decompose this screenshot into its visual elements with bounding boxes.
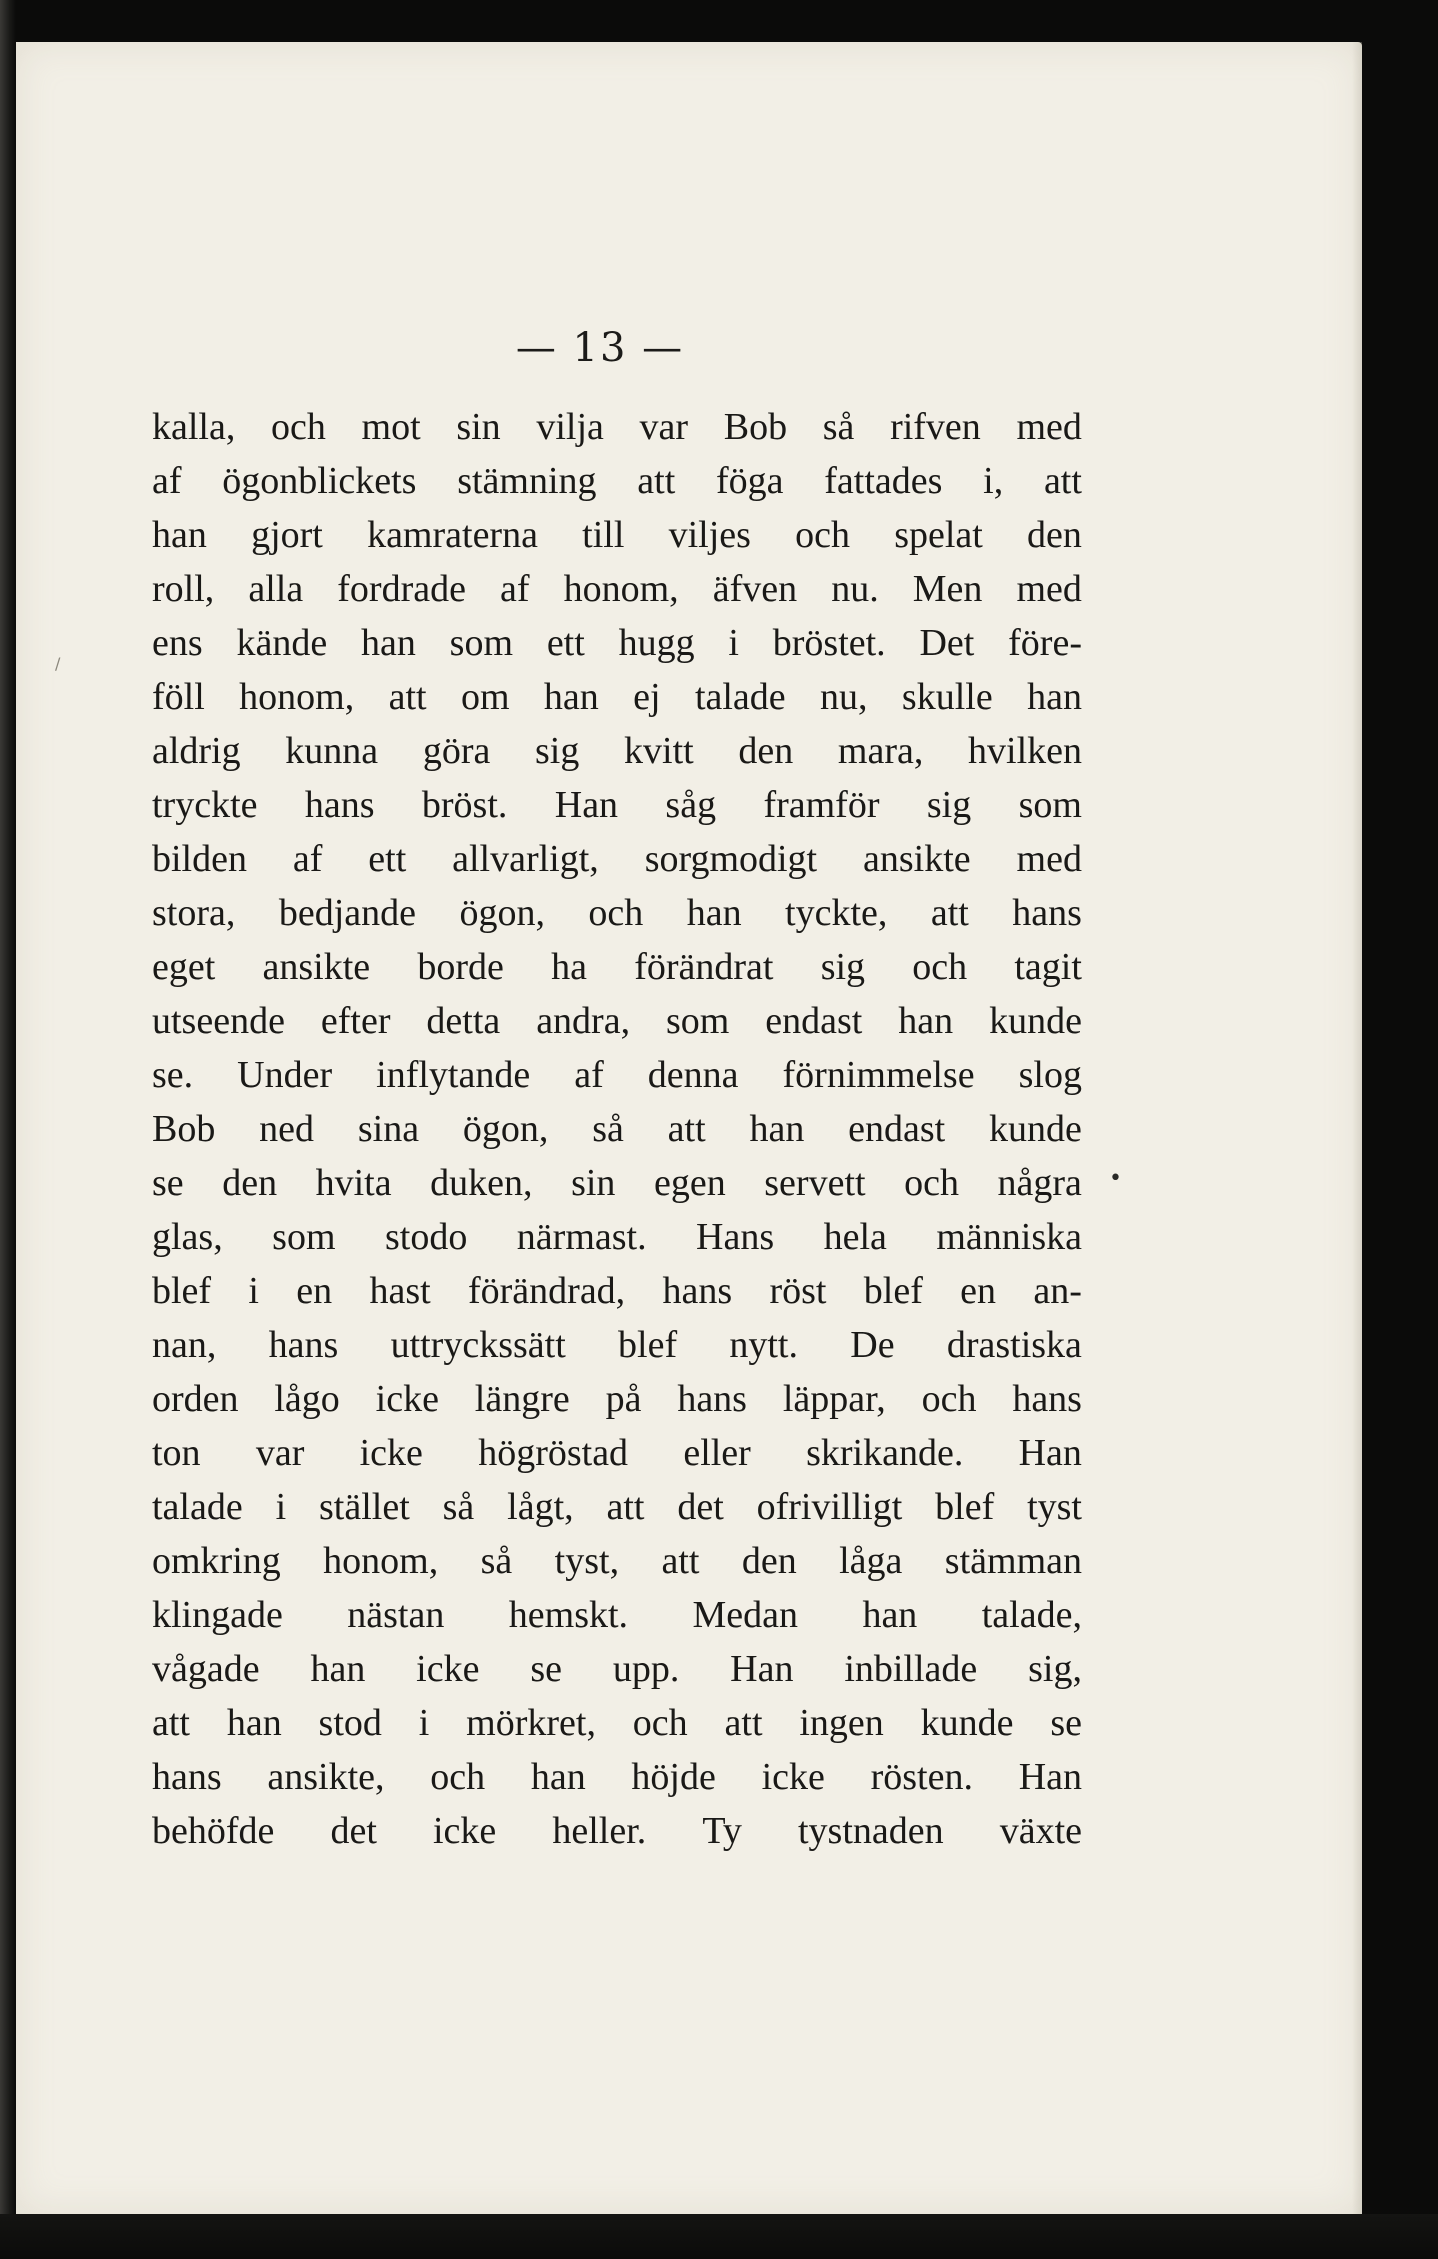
word: han — [898, 1000, 954, 1042]
word: han — [749, 1108, 805, 1150]
word: att — [606, 1486, 645, 1528]
word: hans — [662, 1270, 733, 1312]
word: den — [222, 1162, 278, 1204]
word: upp. — [612, 1648, 680, 1690]
word: kunde — [989, 1000, 1082, 1042]
word: fordrade — [337, 568, 466, 610]
word: sig — [926, 784, 972, 826]
word: hans — [1012, 1378, 1082, 1420]
word: kalla, — [152, 406, 236, 448]
word: i — [418, 1702, 430, 1744]
word: framför — [763, 784, 880, 826]
text-line — [152, 1696, 1082, 1750]
word: lågo — [274, 1378, 340, 1420]
word: vilja — [536, 406, 604, 448]
text-line — [152, 1480, 1082, 1534]
word: rifven — [890, 406, 981, 448]
word: orden — [152, 1378, 239, 1420]
word: att — [661, 1540, 700, 1582]
text-line — [152, 400, 1082, 454]
word: af — [500, 568, 530, 610]
word: ansikte — [262, 946, 371, 988]
word: icke — [416, 1648, 480, 1690]
text-line — [152, 1426, 1082, 1480]
word: uttryckssätt — [390, 1324, 566, 1366]
word: så — [822, 406, 855, 448]
word: att — [152, 1702, 190, 1744]
word: sin — [456, 406, 501, 448]
word: allvarligt, — [452, 838, 599, 880]
word: till — [582, 514, 625, 556]
word: se — [1050, 1702, 1082, 1744]
word: och — [632, 1702, 688, 1744]
word: han — [310, 1648, 366, 1690]
word: Under — [237, 1054, 333, 1096]
word: Bob — [723, 406, 788, 448]
word: och — [904, 1162, 959, 1204]
word: äfven — [712, 568, 798, 610]
word: så — [442, 1486, 475, 1528]
word: han — [530, 1756, 586, 1798]
text-line — [152, 724, 1082, 778]
word: se — [152, 1162, 184, 1204]
word: hans — [152, 1756, 222, 1798]
word: förändrad, — [467, 1270, 626, 1312]
word: bedjande — [278, 892, 416, 934]
word: med — [1016, 838, 1082, 880]
word: den — [1027, 514, 1082, 556]
word: talade, — [981, 1594, 1082, 1636]
word: vågade — [152, 1648, 260, 1690]
word: han — [360, 622, 416, 664]
word: tyckte, — [785, 892, 888, 934]
print-speck-icon: • — [1109, 1166, 1122, 1191]
word: han — [543, 676, 599, 718]
word: Men — [912, 568, 983, 610]
word: i — [275, 1486, 287, 1528]
word: nu. — [831, 568, 879, 610]
word: den — [738, 730, 794, 772]
word: honom, — [563, 568, 679, 610]
word: klingade — [152, 1594, 283, 1636]
word: ej — [633, 676, 661, 718]
word: fattades — [824, 460, 943, 502]
word: han — [686, 892, 742, 934]
word: nästan — [347, 1594, 445, 1636]
word: ögon, — [462, 1108, 549, 1150]
word: drastiska — [946, 1324, 1082, 1366]
word: sorgmodigt — [644, 838, 818, 880]
word: se. — [152, 1054, 194, 1096]
word: närmast. — [516, 1216, 647, 1258]
word: stämning — [457, 460, 597, 502]
scan-bottom-edge — [0, 2214, 1438, 2259]
word: och — [921, 1378, 977, 1420]
word: på — [605, 1378, 642, 1420]
word: icke — [761, 1756, 825, 1798]
word: egen — [653, 1162, 726, 1204]
text-line — [152, 1210, 1082, 1264]
word: var — [255, 1432, 305, 1474]
text-line — [152, 1534, 1082, 1588]
word: omkring — [152, 1540, 281, 1582]
word: med — [1016, 406, 1082, 448]
text-line — [152, 1804, 1082, 1858]
word: viljes — [668, 514, 751, 556]
word: blef — [618, 1324, 678, 1366]
word: sig — [820, 946, 866, 988]
word: duken, — [430, 1162, 533, 1204]
word: han — [1027, 676, 1082, 718]
word: hvilken — [968, 730, 1082, 772]
word: hemskt. — [508, 1594, 629, 1636]
word: tystnaden — [797, 1810, 944, 1852]
word: att — [667, 1108, 706, 1150]
word: och — [588, 892, 644, 934]
word: Han — [1018, 1756, 1082, 1798]
word: mara, — [837, 730, 924, 772]
word: slog — [1018, 1054, 1082, 1096]
word: röst — [769, 1270, 827, 1312]
word: det — [330, 1810, 377, 1852]
word: mot — [361, 406, 421, 448]
word: aldrig — [152, 730, 241, 772]
word: växte — [999, 1810, 1082, 1852]
word: nytt. — [729, 1324, 798, 1366]
word: roll, — [152, 568, 215, 610]
word: höjde — [631, 1756, 716, 1798]
word: hast — [369, 1270, 431, 1312]
word: tagit — [1014, 946, 1082, 988]
word: såg — [665, 784, 717, 826]
word: De — [850, 1324, 895, 1366]
word: Han — [1018, 1432, 1082, 1474]
word: sin — [571, 1162, 616, 1204]
word: mörkret, — [466, 1702, 596, 1744]
word: låga — [839, 1540, 903, 1582]
word: heller. — [552, 1810, 647, 1852]
word: andra, — [536, 1000, 631, 1042]
word: Det — [919, 622, 975, 664]
text-line — [152, 1588, 1082, 1642]
word: det — [677, 1486, 724, 1528]
word: människa — [936, 1216, 1082, 1258]
word: af — [292, 838, 323, 880]
text-line — [152, 832, 1082, 886]
word: an- — [1033, 1270, 1082, 1312]
word: ingen — [799, 1702, 884, 1744]
word: icke — [432, 1810, 497, 1852]
text-line — [152, 886, 1082, 940]
page-right-edge — [1352, 42, 1362, 2214]
word: detta — [426, 1000, 501, 1042]
word: Han — [554, 784, 619, 826]
word: Han — [730, 1648, 794, 1690]
word: eller — [683, 1432, 751, 1474]
word: och — [912, 946, 968, 988]
word: så — [592, 1108, 624, 1150]
word: stodo — [384, 1216, 468, 1258]
word: icke — [375, 1378, 439, 1420]
word: sina — [357, 1108, 420, 1150]
word: ton — [152, 1432, 201, 1474]
word: tyst — [1027, 1486, 1082, 1528]
page-number: — 13 — — [515, 325, 685, 371]
word: hela — [823, 1216, 887, 1258]
word: borde — [417, 946, 504, 988]
word: sig — [535, 730, 580, 772]
text-line — [152, 1102, 1082, 1156]
word: kunde — [920, 1702, 1014, 1744]
text-line — [152, 670, 1082, 724]
word: icke — [359, 1432, 423, 1474]
word: ett — [546, 622, 585, 664]
word: kände — [236, 622, 328, 664]
word: Hans — [696, 1216, 775, 1258]
word: lågt, — [507, 1486, 574, 1528]
word: som — [1018, 784, 1082, 826]
word: ha — [551, 946, 587, 988]
word: att — [930, 892, 969, 934]
word: hans — [1012, 892, 1082, 934]
word: gjort — [251, 514, 323, 556]
word: talade — [694, 676, 786, 718]
word: eget — [152, 946, 216, 988]
word: stora, — [152, 892, 236, 934]
word: af — [152, 460, 182, 502]
word: att — [637, 460, 676, 502]
word: spelat — [894, 514, 983, 556]
word: nu, — [820, 676, 868, 718]
word: i — [248, 1270, 259, 1312]
word: han — [862, 1594, 918, 1636]
word: kvitt — [624, 730, 694, 772]
body-text — [152, 400, 1082, 1858]
word: alla — [248, 568, 304, 610]
word: att — [388, 676, 427, 718]
word: hugg — [618, 622, 695, 664]
word: och — [795, 514, 850, 556]
word: om — [460, 676, 510, 718]
word: skrikande. — [806, 1432, 964, 1474]
word: ett — [368, 838, 407, 880]
word: före- — [1008, 622, 1082, 664]
word: göra — [422, 730, 491, 772]
text-line — [152, 994, 1082, 1048]
word: bilden — [152, 838, 247, 880]
word: denna — [647, 1054, 739, 1096]
word: tyst, — [554, 1540, 620, 1582]
word: Bob — [152, 1108, 216, 1150]
word: var — [639, 406, 689, 448]
word: några — [997, 1162, 1082, 1204]
word: tryckte — [152, 784, 258, 826]
word: behöfde — [152, 1810, 275, 1852]
word: hans — [677, 1378, 747, 1420]
word: inbillade — [844, 1648, 978, 1690]
word: servett — [764, 1162, 866, 1204]
word: honom, — [239, 676, 355, 718]
word: kunna — [285, 730, 379, 772]
word: som — [449, 622, 514, 664]
word: att — [1043, 460, 1082, 502]
word: skulle — [901, 676, 993, 718]
word: stod — [318, 1702, 382, 1744]
word: längre — [474, 1378, 570, 1420]
text-line — [152, 454, 1082, 508]
word: kunde — [989, 1108, 1082, 1150]
text-line — [152, 1642, 1082, 1696]
word: inflytande — [376, 1054, 531, 1096]
text-line — [152, 562, 1082, 616]
word: och — [430, 1756, 486, 1798]
word: endast — [765, 1000, 863, 1042]
text-line — [152, 1318, 1082, 1372]
word: talade — [152, 1486, 243, 1528]
word: förändrat — [634, 946, 774, 988]
word: efter — [320, 1000, 391, 1042]
word: blef — [152, 1270, 212, 1312]
word: Medan — [692, 1594, 799, 1636]
word: ned — [259, 1108, 315, 1150]
word: Ty — [702, 1810, 742, 1852]
word: ens — [152, 622, 203, 664]
word: föga — [715, 460, 784, 502]
word: af — [574, 1054, 604, 1096]
word: ansikte — [863, 838, 971, 880]
word: läppar, — [782, 1378, 886, 1420]
text-line — [152, 1750, 1082, 1804]
word: han — [226, 1702, 282, 1744]
paper-mark-icon: / — [55, 654, 61, 673]
word: ofrivilligt — [756, 1486, 903, 1528]
word: hans — [304, 784, 375, 826]
word: att — [724, 1702, 763, 1744]
word: endast — [848, 1108, 946, 1150]
word: högröstad — [478, 1432, 629, 1474]
word: bröst. — [421, 784, 508, 826]
word: kamraterna — [367, 514, 538, 556]
word: så — [480, 1540, 513, 1582]
text-line — [152, 616, 1082, 670]
word: en — [296, 1270, 333, 1312]
text-line — [152, 940, 1082, 994]
text-line — [152, 1264, 1082, 1318]
word: blef — [935, 1486, 995, 1528]
word: ögonblickets — [222, 460, 417, 502]
word: förnimmelse — [782, 1054, 975, 1096]
word: han — [152, 514, 207, 556]
word: stämman — [944, 1540, 1082, 1582]
text-line — [152, 1372, 1082, 1426]
word: utseende — [152, 1000, 285, 1042]
word: den — [741, 1540, 797, 1582]
word: ögon, — [459, 892, 545, 934]
text-line — [152, 508, 1082, 562]
word: honom, — [323, 1540, 439, 1582]
word: som — [272, 1216, 336, 1258]
word: en — [960, 1270, 997, 1312]
word: föll — [152, 676, 205, 718]
word: sig, — [1028, 1648, 1082, 1690]
word: nan, — [152, 1324, 217, 1366]
text-line — [152, 778, 1082, 832]
word: som — [666, 1000, 730, 1042]
book-page — [16, 42, 1362, 2214]
word: ansikte, — [267, 1756, 385, 1798]
word: i, — [983, 460, 1004, 502]
book-spine-edge — [0, 0, 16, 2259]
word: med — [1016, 568, 1082, 610]
word: i — [728, 622, 739, 664]
word: bröstet. — [772, 622, 886, 664]
word: se — [530, 1648, 562, 1690]
word: och — [271, 406, 326, 448]
word: hans — [268, 1324, 339, 1366]
word: rösten. — [870, 1756, 973, 1798]
word: stället — [319, 1486, 410, 1528]
word: blef — [863, 1270, 923, 1312]
word: hvita — [315, 1162, 392, 1204]
word: glas, — [152, 1216, 223, 1258]
text-line — [152, 1048, 1082, 1102]
text-line — [152, 1156, 1082, 1210]
